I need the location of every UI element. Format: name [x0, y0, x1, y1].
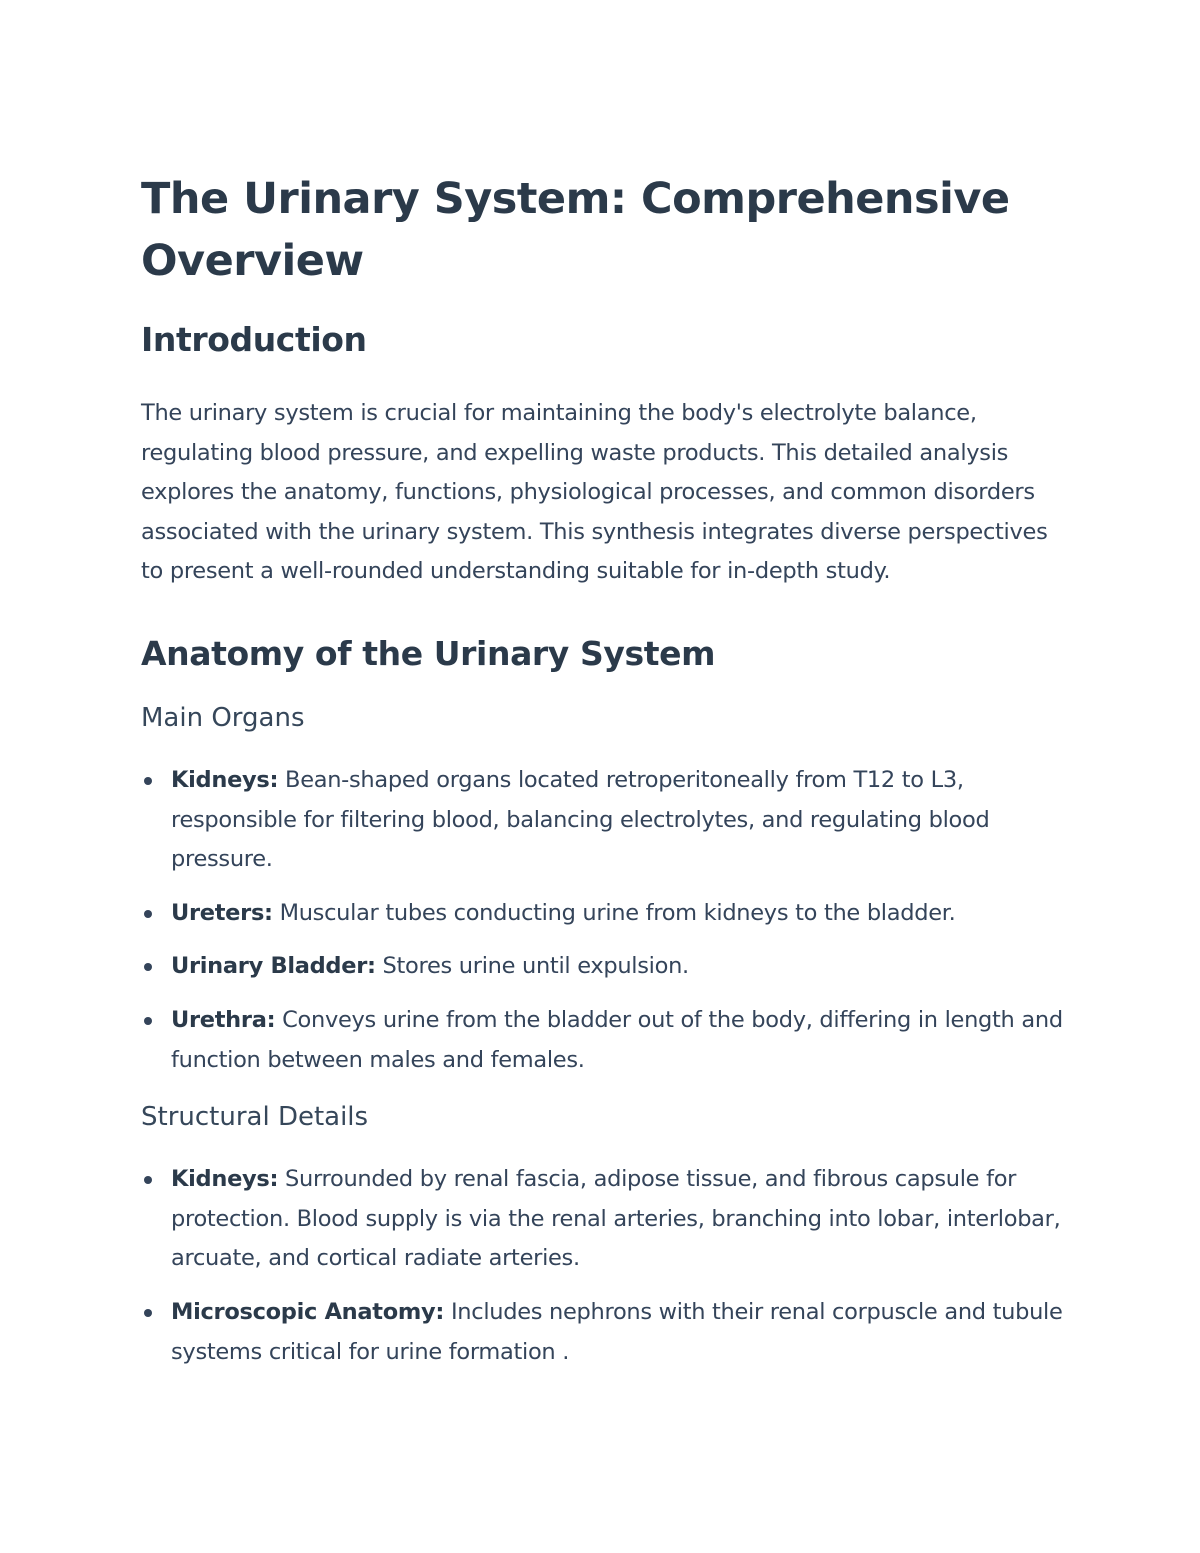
- list-item-text: Muscular tubes conducting urine from kidneys to the bladder.: [272, 899, 956, 926]
- bullet-icon: [144, 910, 152, 918]
- anatomy-heading: Anatomy of the Urinary System: [141, 633, 716, 673]
- list-item-text: Includes nephrons with their renal corpuscle and tubule systems critical for urine formation .: [171, 1298, 1063, 1365]
- structural-details-list: [141, 1160, 1066, 1372]
- list-item-text: Conveys urine from the bladder out of the body, differing in length and function between males and females.: [171, 1006, 1063, 1073]
- main-organs-list: [141, 761, 1066, 1080]
- list-item: [141, 947, 1066, 987]
- list-item-term: Microscopic Anatomy:: [171, 1298, 445, 1325]
- list-item-term: Urinary Bladder:: [171, 953, 376, 980]
- document-page: [141, 168, 1066, 1372]
- introduction-heading: Introduction: [141, 320, 367, 359]
- list-item-term: Ureters:: [171, 899, 273, 926]
- list-item: [141, 1001, 1066, 1080]
- list-item-text: Surrounded by renal fascia, adipose tissue, and fibrous capsule for protection. Blood supply is via the renal arteries, branching into lobar, interlobar, arcuate, and cortical radiate arteries.: [171, 1166, 1061, 1272]
- bullet-icon: [144, 963, 152, 971]
- list-item: [141, 894, 1066, 934]
- list-item: [141, 1160, 1066, 1279]
- list-item-term: Urethra:: [171, 1006, 276, 1033]
- bullet-icon: [144, 1176, 152, 1184]
- list-item-text: Stores urine until expulsion.: [375, 953, 689, 980]
- bullet-icon: [144, 1017, 152, 1025]
- bullet-icon: [144, 1309, 152, 1317]
- list-item-term: Kidneys:: [171, 766, 279, 793]
- list-item-term: Kidneys:: [171, 1166, 279, 1193]
- list-item: [141, 1293, 1066, 1372]
- list-item-text: Bean-shaped organs located retroperitoneally from T12 to L3, responsible for filtering blood, balancing electrolytes, and regulating blood pressure.: [171, 766, 990, 873]
- bullet-icon: [144, 777, 152, 785]
- main-organs-heading: Main Organs: [141, 702, 305, 733]
- introduction-paragraph: The urinary system is crucial for maintaining the body's electrolyte balance, regulating blood pressure, and expelling waste products. This detailed analysis explores the anatomy, functions, physiological processes, and common disorders associated with the urinary system. This synthesis integrates diverse perspectives to present a well-rounded understanding suitable for in-depth study.: [141, 400, 1048, 585]
- structural-details-heading: Structural Details: [141, 1102, 369, 1133]
- list-item: [141, 761, 1066, 880]
- document-title: The Urinary System: Comprehensive Overview: [141, 174, 1010, 286]
